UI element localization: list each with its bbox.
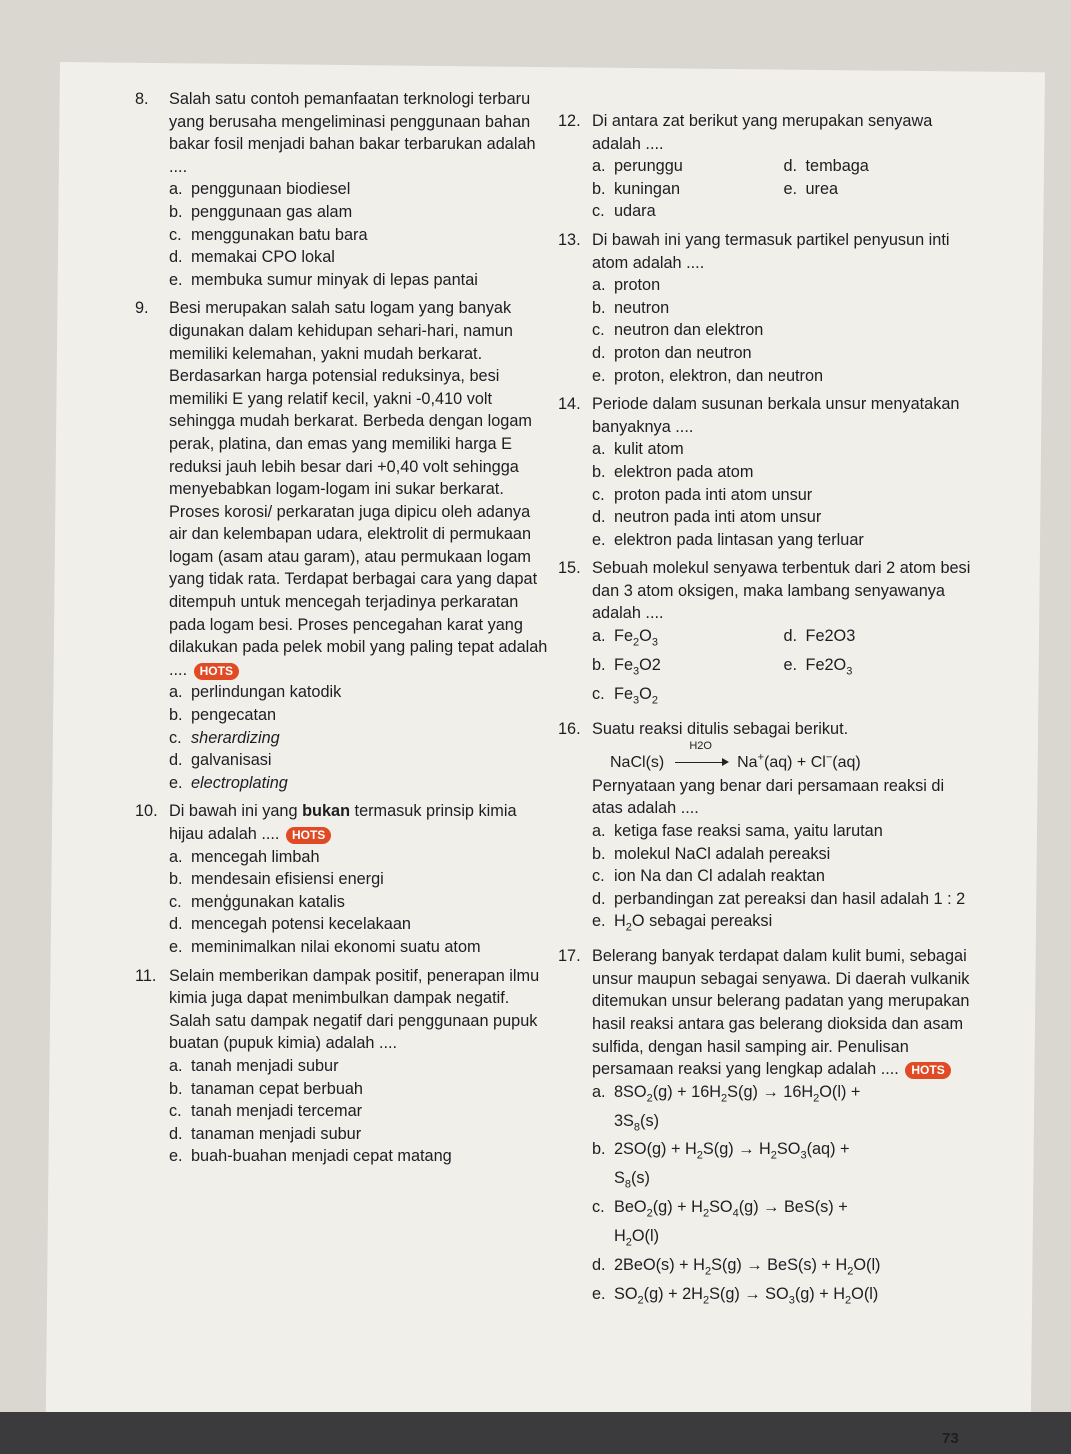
option[interactable]: b. molekul NaCl adalah pereaksi	[592, 844, 831, 863]
question-stem: Selain memberikan dampak positif, penerapan ilmu kimia juga dapat menimbulkan dampak negatif. Salah satu dampak negatif dari penggunaan pupuk buatan (pupuk kimia) adalah ....	[169, 966, 540, 1053]
question-stem: Di bawah ini yang bukan termasuk prinsip kimia hijau adalah .... HOTS	[169, 802, 517, 843]
option[interactable]: b. pengecatan	[169, 706, 277, 725]
option[interactable]: b. tanaman cepat berbuah	[169, 1079, 363, 1098]
question-number: 9.	[135, 299, 149, 318]
hots-badge: HOTS	[194, 663, 239, 680]
option[interactable]: a. $8SO_2(g) + 16H_2S(g) \to 16H_2O(l)$ + $3S_8(s)$	[592, 1082, 861, 1133]
option[interactable]: a. mencegah limbah	[169, 847, 320, 866]
option[interactable]: a. penggunaan biodiesel	[169, 180, 351, 199]
option[interactable]: e. meminimalkan nilai ekonomi suatu atom	[169, 937, 481, 956]
option[interactable]: d. perbandingan zat pereaksi dan hasil adalah 1 : 2	[592, 889, 966, 908]
reaction-arrow-icon	[675, 762, 727, 763]
question-number: 8.	[135, 90, 149, 108]
question-number: 17.	[558, 947, 581, 966]
option[interactable]: a. perunggu	[592, 157, 683, 176]
option[interactable]: a. kulit atom	[592, 440, 684, 459]
page-number: 73	[942, 1430, 959, 1447]
option[interactable]: b. penggunaan gas alam	[169, 202, 353, 221]
option[interactable]: e. $H_2O$ sebagai pereaksi	[592, 912, 773, 934]
option[interactable]: a. perlindungan katodik	[169, 683, 342, 702]
question-9: 9. Besi merupakan salah satu logam yang banyak digunakan dalam kehidupan sehari-hari, namun memiliki kelemahan, yakni mudah berkarat. Berdasarkan harga potensial reduksinya, besi memiliki E yang relatif kecil, yakni -0,410 volt sehingga mudah berkarat. Berbeda dengan logam perak, platina, dan emas yang memiliki harga E reduksi jauh lebih besar dari +0,40 volt sehingga menyebabkan logam-logam ini sukar berkarat. Proses korosi/ perkaratan juga dipicu oleh adanya air dan kelembapan udara, elektrolit di permukaan logam (asam atau garam), atau permukaan logam yang tidak rata. Terdapat berbagai cara yang dapat ditempuh untuk mencegah terjadinya perkaratan pada logam besi. Proses pencegahan karat yang dilakukan pada pelek mobil yang paling tepat adalah .... HOTS a. perlindungan katodik b. pengecatan c. sherardizing d. galvanisasi e. electroplating	[147, 297, 552, 794]
question-prompt: Pernyataan yang benar dari persamaan reaksi di atas adalah ....	[592, 776, 945, 818]
right-column	[558, 110, 975, 1318]
hots-badge: HOTS	[905, 1062, 950, 1079]
option[interactable]: d. $2BeO(s) + H_2S(g) \to BeS(s) + H_2O(l)$	[592, 1255, 881, 1278]
option[interactable]: d. Fe2O3	[783, 627, 856, 646]
option[interactable]: d. neutron pada inti atom unsur	[592, 508, 822, 527]
question-stem: Periode dalam susunan berkala unsur menyatakan banyaknya ....	[592, 395, 960, 436]
question-stem: Belerang banyak terdapat dalam kulit bumi, sebagai unsur maupun sebagai senyawa. Di daerah vulkanik ditemukan unsur belerang padatan yang merupakan hasil reaksi antara gas belerang dioksida dan asam sulfida, dengan hasil samping air. Penulisan persamaan reaksi yang lengkap adalah .... HOTS	[592, 947, 970, 1079]
option[interactable]: a. ketiga fase reaksi sama, yaitu larutan	[592, 821, 883, 840]
question-16	[558, 718, 975, 940]
question-12	[558, 110, 975, 223]
option[interactable]: e. membuka sumur minyak di lepas pantai	[169, 270, 478, 289]
question-number: 13.	[558, 230, 581, 249]
option[interactable]: a. tanah menjadi subur	[169, 1056, 339, 1075]
option[interactable]: c. $BeO_2(g) + H_2SO_4(g) \to BeS(s)$ + $H_2O(l)$	[592, 1198, 848, 1249]
option[interactable]: b. $2SO(g) + H_2S(g) \to H_2SO_3(aq)$ + $S_8(s)$	[592, 1140, 850, 1191]
option[interactable]: e. elektron pada lintasan yang terluar	[592, 530, 864, 549]
option[interactable]: c. menģgunakan katalis	[169, 892, 345, 911]
question-stem: Sebuah molekul senyawa terbentuk dari 2 atom besi dan 3 atom oksigen, maka lambang senyawanya adalah ....	[592, 559, 971, 623]
question-number: 12.	[558, 112, 581, 130]
option[interactable]: c. neutron dan elektron	[592, 321, 764, 340]
question-stem: Di bawah ini yang termasuk partikel penyusun inti atom adalah ....	[592, 230, 950, 272]
option[interactable]: c. menggunakan batu bara	[169, 225, 368, 244]
option[interactable]: c. proton pada inti atom unsur	[592, 485, 813, 504]
option[interactable]: b. $Fe_3O2$	[592, 655, 661, 678]
question-number: 16.	[558, 719, 581, 738]
hots-badge: HOTS	[286, 827, 331, 844]
question-14	[558, 393, 975, 551]
option[interactable]: d. tembaga	[783, 157, 869, 176]
option[interactable]: b. elektron pada atom	[592, 462, 754, 481]
question-8	[135, 88, 552, 291]
option[interactable]: d. proton dan neutron	[592, 343, 752, 362]
option[interactable]: e. $Fe2O_3$	[783, 655, 853, 678]
left-column	[135, 88, 552, 1174]
question-number: 14.	[558, 395, 581, 414]
option[interactable]: c. sherardizing	[169, 728, 280, 747]
option[interactable]: e. urea	[783, 179, 839, 198]
question-stem: Di antara zat berikut yang merupakan senyawa adalah ....	[592, 112, 933, 153]
question-number: 15.	[558, 559, 581, 578]
page-shadow	[0, 1412, 1071, 1454]
option[interactable]: d. mencegah potensi kecelakaan	[169, 915, 411, 934]
question-10	[135, 800, 552, 958]
question-15	[558, 557, 975, 711]
option[interactable]: b. mendesain efisiensi energi	[169, 870, 384, 889]
reaction-equation: NaCl(s) H2O Na+(aq) + Cl−(aq)	[610, 740, 861, 772]
option[interactable]: e. electroplating	[169, 773, 288, 792]
option[interactable]: a. proton	[592, 276, 661, 295]
option[interactable]: c. udara	[592, 202, 656, 221]
option[interactable]: b. neutron	[592, 298, 670, 317]
question-17	[558, 945, 975, 1311]
question-stem: Suatu reaksi ditulis sebagai berikut.	[592, 719, 849, 738]
question-number: 10.	[135, 802, 158, 821]
question-stem: Besi merupakan salah satu logam yang banyak digunakan dalam kehidupan sehari-hari, namun memiliki kelemahan, yakni mudah berkarat. Berdasarkan harga potensial reduksinya, besi memiliki E yang relatif kecil, yakni -0,410 volt sehingga mudah berkarat. Berbeda dengan logam perak, platina, dan emas yang memiliki harga E reduksi jauh lebih besar dari +0,40 volt sehingga menyebabkan logam-logam ini sukar berkarat. Proses korosi/ perkaratan juga dipicu oleh adanya air dan kelembapan udara, elektrolit di permukaan logam (asam atau garam), atau permukaan logam yang tidak rata. Terdapat berbagai cara yang dapat ditempuh untuk mencegah terjadinya perkaratan pada logam besi. Proses pencegahan karat yang dilakukan pada pelek mobil yang paling tepat adalah	[169, 299, 548, 657]
question-number: 11.	[135, 966, 157, 985]
question-13	[558, 229, 975, 387]
option[interactable]: d. tanaman menjadi subur	[169, 1124, 362, 1143]
option[interactable]: c. tanah menjadi tercemar	[169, 1102, 363, 1121]
option[interactable]: b. kuningan	[592, 179, 681, 198]
question-stem: Salah satu contoh pemanfaatan terknologi terbaru yang berusaha mengeliminasi penggunaan bahan bakar fosil menjadi bahan bakar terbarukan adalah ....	[169, 90, 536, 176]
option[interactable]: c. $Fe_3O_2$	[592, 684, 658, 706]
question-11	[135, 965, 552, 1168]
option[interactable]: e. proton, elektron, dan neutron	[592, 366, 824, 385]
option[interactable]: d. memakai CPO lokal	[169, 248, 335, 267]
option[interactable]: a. $Fe_2O_3$	[592, 627, 658, 649]
option[interactable]: e. buah-buahan menjadi cepat matang	[169, 1147, 452, 1166]
option[interactable]: e. $SO_2(g) + 2H_2S(g) \to SO_3(g) + H_2O(l)$	[592, 1284, 879, 1306]
option[interactable]: c. ion Na dan Cl adalah reaktan	[592, 867, 825, 886]
option[interactable]: d. galvanisasi	[169, 751, 272, 770]
